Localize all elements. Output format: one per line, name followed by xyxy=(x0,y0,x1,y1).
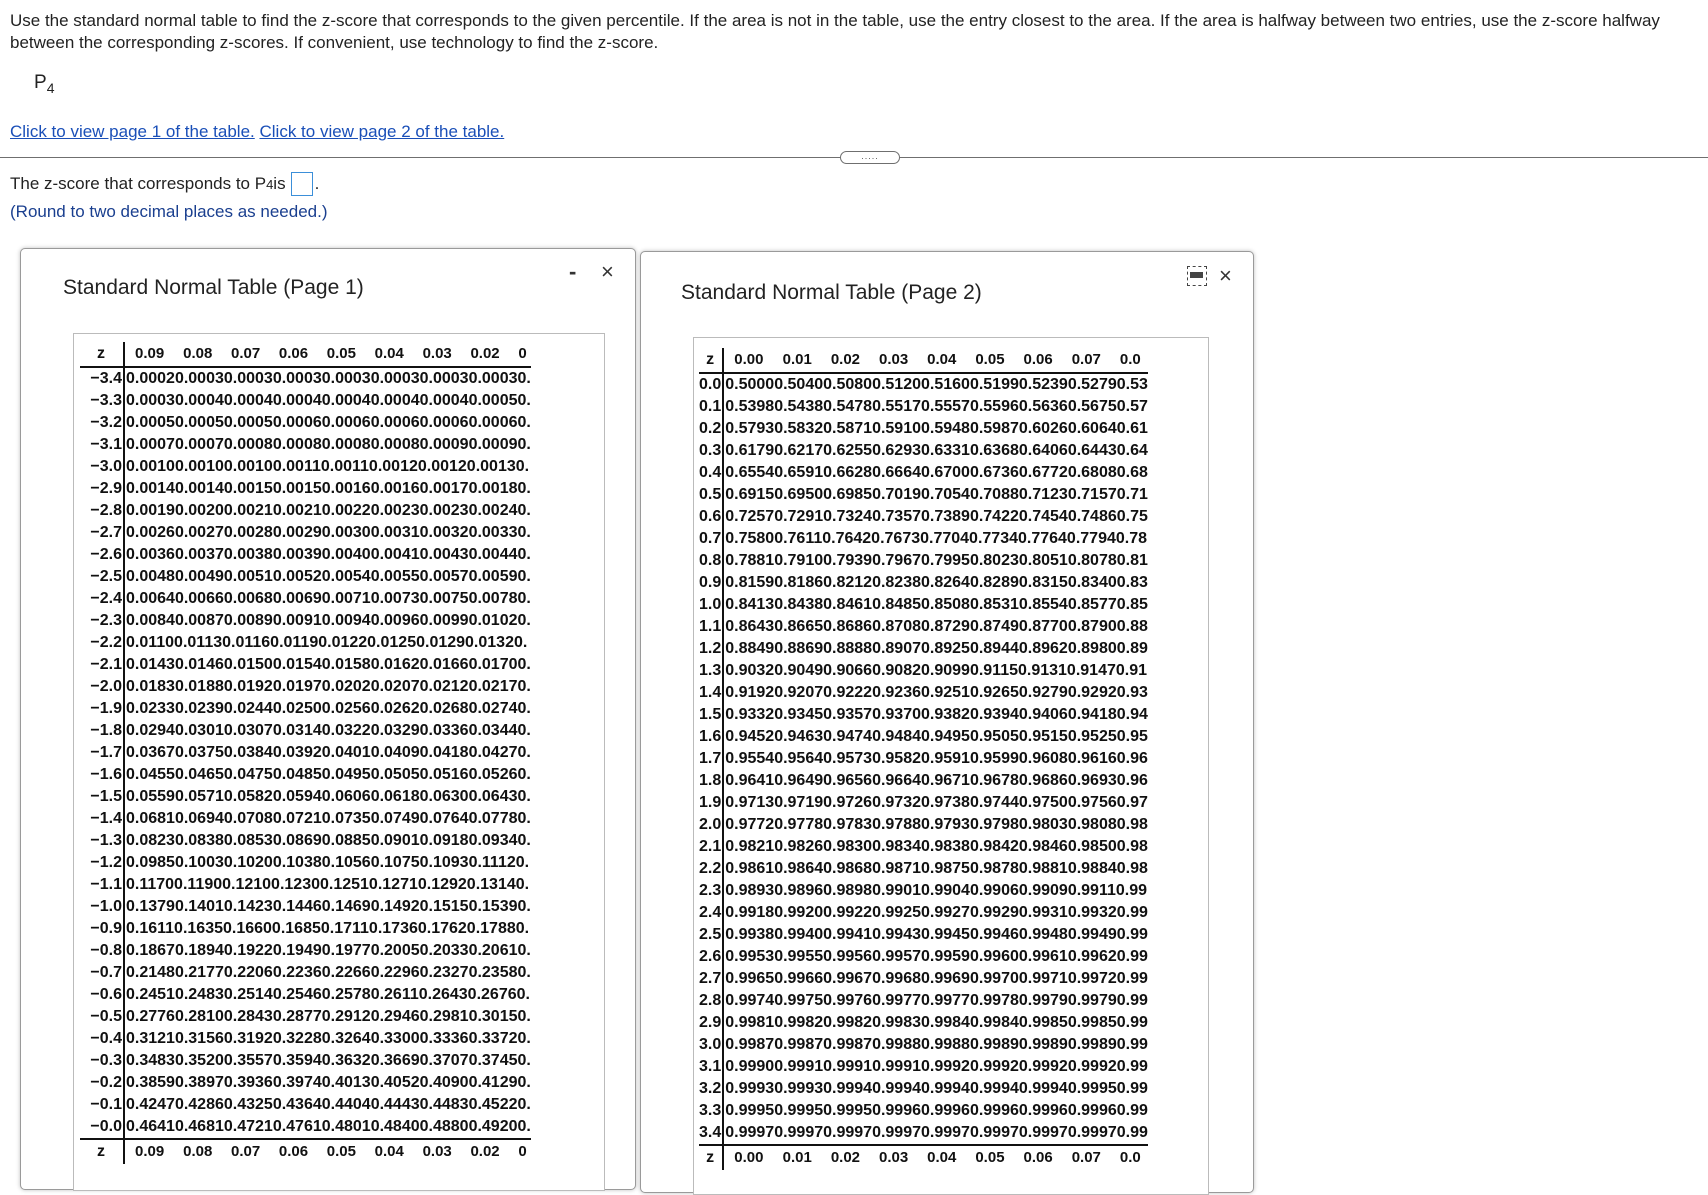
area-values-cell: 0.34830.35200.35570.35940.36320.36690.37070.37450. xyxy=(126,1052,531,1069)
column-header: 0.02 xyxy=(821,348,869,373)
table-row xyxy=(699,1078,1148,1100)
column-header: 0.02 xyxy=(821,1145,869,1170)
percentile-label xyxy=(34,72,54,96)
table-row xyxy=(80,478,531,500)
answer-prefix: The z-score that corresponds to P xyxy=(10,174,267,193)
minimize-icon[interactable]: - xyxy=(569,259,577,284)
column-header: 0.09 xyxy=(124,342,173,367)
table-row xyxy=(699,572,1148,594)
z-column-header: z xyxy=(80,342,124,367)
column-header: 0.08 xyxy=(173,342,221,367)
column-header: 0.0 xyxy=(1110,348,1148,373)
area-values-cell: 0.53980.54380.54780.55170.55570.55960.56360.56750.57 xyxy=(725,398,1148,415)
table-row xyxy=(80,1116,531,1139)
z-value-cell: −0.5 xyxy=(80,1006,124,1028)
table-row xyxy=(699,1056,1148,1078)
z-value-cell: −2.4 xyxy=(80,588,124,610)
table-row xyxy=(80,698,531,720)
column-header: 0.04 xyxy=(365,342,413,367)
area-values-cell: 0.00360.00370.00380.00390.00400.00410.00430.00440. xyxy=(126,546,531,563)
column-header: 0.06 xyxy=(269,342,317,367)
z-value-cell: 1.9 xyxy=(699,792,723,814)
area-values-cell: 0.75800.76110.76420.76730.77040.77340.77640.77940.78 xyxy=(725,530,1148,547)
column-header: 0.07 xyxy=(221,1139,269,1164)
z-value-cell: 3.2 xyxy=(699,1078,723,1100)
area-values-cell: 0.99740.99750.99760.99770.99770.99780.99790.99790.99 xyxy=(725,992,1148,1009)
z-value-cell: 1.6 xyxy=(699,726,723,748)
z-value-cell: 0.5 xyxy=(699,484,723,506)
z-value-cell: −0.1 xyxy=(80,1094,124,1116)
area-values-cell: 0.84130.84380.84610.84850.85080.85310.85540.85770.85 xyxy=(725,596,1148,613)
column-header: 0.09 xyxy=(124,1139,173,1164)
table-row xyxy=(80,1028,531,1050)
area-values-cell: 0.99970.99970.99970.99970.99970.99970.99970.99970.99 xyxy=(725,1124,1148,1141)
table-window-page2 xyxy=(640,251,1254,1193)
area-values-cell: 0.46410.46810.47210.47610.48010.48400.48800.49200. xyxy=(126,1118,531,1135)
table-row xyxy=(699,792,1148,814)
area-values-cell: 0.04550.04650.04750.04850.04950.05050.05160.05260. xyxy=(126,766,531,783)
table-row xyxy=(80,962,531,984)
z-value-cell: −0.6 xyxy=(80,984,124,1006)
column-header: 0.04 xyxy=(365,1139,413,1164)
table-row xyxy=(699,924,1148,946)
table-row xyxy=(80,940,531,962)
panel1-title: Standard Normal Table (Page 1) xyxy=(63,276,364,299)
area-values-cell: 0.13790.14010.14230.14460.14690.14920.15150.15390. xyxy=(126,898,531,915)
table2-header-row xyxy=(699,348,1148,373)
table-row xyxy=(699,1122,1148,1145)
table-row xyxy=(699,660,1148,682)
area-values-cell: 0.38590.38970.39360.39740.40130.40520.40900.41290. xyxy=(126,1074,531,1091)
z-value-cell: −1.4 xyxy=(80,808,124,830)
table1-viewport[interactable] xyxy=(73,333,605,1191)
area-values-cell: 0.00840.00870.00890.00910.00940.00960.00990.01020. xyxy=(126,612,531,629)
table-row xyxy=(699,1100,1148,1122)
z-value-cell: 1.4 xyxy=(699,682,723,704)
area-values-cell: 0.06810.06940.07080.07210.07350.07490.07640.07780. xyxy=(126,810,531,827)
table-row xyxy=(80,786,531,808)
table-row xyxy=(699,704,1148,726)
table-row xyxy=(80,808,531,830)
area-values-cell: 0.03670.03750.03840.03920.04010.04090.04180.04270. xyxy=(126,744,531,761)
area-values-cell: 0.99380.99400.99410.99430.99450.99460.99480.99490.99 xyxy=(725,926,1148,943)
area-values-cell: 0.98210.98260.98300.98340.98380.98420.98460.98500.98 xyxy=(725,838,1148,855)
table-row xyxy=(699,814,1148,836)
area-values-cell: 0.93320.93450.93570.93700.93820.93940.94060.94180.94 xyxy=(725,706,1148,723)
z-value-cell: −0.9 xyxy=(80,918,124,940)
z-value-cell: 0.6 xyxy=(699,506,723,528)
z-column-header: z xyxy=(699,348,723,373)
z-value-cell: −3.2 xyxy=(80,412,124,434)
area-values-cell: 0.00020.00030.00030.00030.00030.00030.00030.00030. xyxy=(126,370,531,387)
table-row xyxy=(80,830,531,852)
table-row xyxy=(80,918,531,940)
table-row xyxy=(699,1012,1148,1034)
area-values-cell: 0.99870.99870.99870.99880.99880.99890.99890.99890.99 xyxy=(725,1036,1148,1053)
z-value-cell: 2.3 xyxy=(699,880,723,902)
z-value-cell: 1.2 xyxy=(699,638,723,660)
table-row xyxy=(80,522,531,544)
area-values-cell: 0.90320.90490.90660.90820.90990.91150.91310.91470.91 xyxy=(725,662,1148,679)
table-row xyxy=(699,682,1148,704)
divider-expand-handle[interactable]: ..... xyxy=(840,151,900,164)
column-header: 0.0 xyxy=(1110,1145,1148,1170)
column-header: 0 xyxy=(508,342,531,367)
table-row xyxy=(80,500,531,522)
area-values-cell: 0.91920.92070.92220.92360.92510.92650.92790.92920.93 xyxy=(725,684,1148,701)
table-row xyxy=(80,456,531,478)
z-value-cell: 0.1 xyxy=(699,396,723,418)
area-values-cell: 0.98930.98960.98980.99010.99040.99060.99090.99110.99 xyxy=(725,882,1148,899)
table-row xyxy=(699,440,1148,462)
close-icon[interactable]: × xyxy=(1219,263,1232,288)
column-header: 0.03 xyxy=(413,1139,461,1164)
z-value-cell: −1.9 xyxy=(80,698,124,720)
view-table-page1-link[interactable]: Click to view page 1 of the table. xyxy=(10,122,255,141)
table-row xyxy=(80,676,531,698)
z-value-cell: 0.3 xyxy=(699,440,723,462)
area-values-cell: 0.99180.99200.99220.99250.99270.99290.99310.99320.99 xyxy=(725,904,1148,921)
z-value-cell: −1.3 xyxy=(80,830,124,852)
column-header: 0.00 xyxy=(723,348,772,373)
column-header: 0.02 xyxy=(460,342,508,367)
z-value-cell: 2.7 xyxy=(699,968,723,990)
table-row xyxy=(80,566,531,588)
area-values-cell: 0.42470.42860.43250.43640.44040.44430.44830.45220. xyxy=(126,1096,531,1113)
z-value-cell: 3.4 xyxy=(699,1122,723,1145)
area-values-cell: 0.94520.94630.94740.94840.94950.95050.95150.95250.95 xyxy=(725,728,1148,745)
column-header: 0.06 xyxy=(1014,348,1062,373)
table-row xyxy=(80,984,531,1006)
area-values-cell: 0.02330.02390.02440.02500.02560.02620.02680.02740. xyxy=(126,700,531,717)
z-column-header: z xyxy=(699,1145,723,1170)
z-value-cell: −1.2 xyxy=(80,852,124,874)
table-row xyxy=(699,462,1148,484)
area-values-cell: 0.00050.00050.00050.00060.00060.00060.00060.00060. xyxy=(126,414,531,431)
table-row xyxy=(699,506,1148,528)
z-value-cell: 2.0 xyxy=(699,814,723,836)
column-header: 0.06 xyxy=(1014,1145,1062,1170)
z-value-cell: 0.4 xyxy=(699,462,723,484)
table-row xyxy=(80,588,531,610)
question-instructions: Use the standard normal table to find the z-score that corresponds to the given percentile. If the area is not in the table, use the entry closest to the area. If the area is halfway between two entries, use the z-score halfway between the corresponding z-scores. If convenient, use technology to find the z-score. xyxy=(10,11,1660,52)
column-header: 0.08 xyxy=(173,1139,221,1164)
table-row xyxy=(80,1050,531,1072)
area-values-cell: 0.00480.00490.00510.00520.00540.00550.00570.00590. xyxy=(126,568,531,585)
z-value-cell: 1.1 xyxy=(699,616,723,638)
table-row xyxy=(699,616,1148,638)
table-row xyxy=(699,902,1148,924)
z-value-cell: −3.1 xyxy=(80,434,124,456)
view-table-page2-link[interactable]: Click to view page 2 of the table. xyxy=(259,122,505,141)
area-values-cell: 0.78810.79100.79390.79670.79950.80230.80510.80780.81 xyxy=(725,552,1148,569)
close-icon[interactable]: × xyxy=(601,259,614,284)
z-value-cell: 3.0 xyxy=(699,1034,723,1056)
table-row xyxy=(699,726,1148,748)
table-row xyxy=(80,434,531,456)
area-values-cell: 0.00100.00100.00100.00110.00110.00120.00120.00130. xyxy=(126,458,530,475)
z-value-cell: −0.7 xyxy=(80,962,124,984)
z-column-header: z xyxy=(80,1139,124,1164)
table-row xyxy=(80,412,531,434)
answer-suffix: . xyxy=(314,174,320,193)
panel2-title: Standard Normal Table (Page 2) xyxy=(681,281,982,304)
answer-subscript: 4 xyxy=(266,176,274,192)
z-value-cell: −3.0 xyxy=(80,456,124,478)
area-values-cell: 0.99930.99930.99940.99940.99940.99940.99940.99950.99 xyxy=(725,1080,1148,1097)
column-header: 0.02 xyxy=(460,1139,508,1164)
z-value-cell: −2.0 xyxy=(80,676,124,698)
z-value-cell: −3.3 xyxy=(80,390,124,412)
z-value-cell: −0.3 xyxy=(80,1050,124,1072)
z-value-cell: 1.7 xyxy=(699,748,723,770)
area-values-cell: 0.69150.69500.69850.70190.70540.70880.71230.71570.71 xyxy=(725,486,1148,503)
column-header: 0.01 xyxy=(773,348,821,373)
table-row xyxy=(699,638,1148,660)
column-header: 0.07 xyxy=(1062,348,1110,373)
area-values-cell: 0.99810.99820.99820.99830.99840.99840.99850.99850.99 xyxy=(725,1014,1148,1031)
column-header: 0.06 xyxy=(269,1139,317,1164)
table-row xyxy=(699,770,1148,792)
answer-mid: is xyxy=(273,174,286,193)
z-value-cell: −0.2 xyxy=(80,1072,124,1094)
area-values-cell: 0.57930.58320.58710.59100.59480.59870.60260.60640.61 xyxy=(725,420,1148,437)
z-value-cell: 2.9 xyxy=(699,1012,723,1034)
z-value-cell: −1.0 xyxy=(80,896,124,918)
table-row xyxy=(80,764,531,786)
area-values-cell: 0.00190.00200.00210.00210.00220.00230.00230.00240. xyxy=(126,502,531,519)
percentile-letter: P xyxy=(34,72,47,93)
table-row xyxy=(699,373,1148,396)
table-row xyxy=(699,946,1148,968)
area-values-cell: 0.08230.08380.08530.08690.08850.09010.09180.09340. xyxy=(126,832,531,849)
area-values-cell: 0.96410.96490.96560.96640.96710.96780.96860.96930.96 xyxy=(725,772,1148,789)
table-row xyxy=(80,654,531,676)
column-header: 0.03 xyxy=(869,1145,917,1170)
column-header: 0.05 xyxy=(317,1139,365,1164)
area-values-cell: 0.31210.31560.31920.32280.32640.33000.33360.33720. xyxy=(126,1030,531,1047)
area-values-cell: 0.72570.72910.73240.73570.73890.74220.74540.74860.75 xyxy=(725,508,1148,525)
table-window-page1 xyxy=(20,248,636,1190)
z-value-cell: −2.7 xyxy=(80,522,124,544)
area-values-cell: 0.61790.62170.62550.62930.63310.63680.64060.64430.64 xyxy=(725,442,1148,459)
z-value-cell: 2.6 xyxy=(699,946,723,968)
table2-footer-row xyxy=(699,1145,1148,1170)
table-row xyxy=(80,544,531,566)
area-values-cell: 0.02940.03010.03070.03140.03220.03290.03360.03440. xyxy=(126,722,531,739)
area-values-cell: 0.99650.99660.99670.99680.99690.99700.99710.99720.99 xyxy=(725,970,1148,987)
table-row xyxy=(699,990,1148,1012)
z-value-cell: −2.1 xyxy=(80,654,124,676)
column-header: 0.01 xyxy=(773,1145,821,1170)
area-values-cell: 0.97130.97190.97260.97320.97380.97440.97500.97560.97 xyxy=(725,794,1148,811)
column-header: 0.05 xyxy=(965,1145,1013,1170)
area-values-cell: 0.27760.28100.28430.28770.29120.29460.29810.30150. xyxy=(126,1008,531,1025)
table2-viewport[interactable] xyxy=(693,337,1209,1195)
table1-header-row xyxy=(80,342,531,367)
area-values-cell: 0.09850.10030.10200.10380.10560.10750.10930.11120. xyxy=(126,854,530,871)
z-value-cell: −2.3 xyxy=(80,610,124,632)
column-header: 0.04 xyxy=(917,348,965,373)
z-value-cell: 1.3 xyxy=(699,660,723,682)
area-values-cell: 0.18670.18940.19220.19490.19770.20050.20330.20610. xyxy=(126,942,531,959)
area-values-cell: 0.00640.00660.00680.00690.00710.00730.00750.00780. xyxy=(126,590,531,607)
column-header: 0.05 xyxy=(317,342,365,367)
table-row xyxy=(699,550,1148,572)
table-row xyxy=(80,742,531,764)
area-values-cell: 0.97720.97780.97830.97880.97930.97980.98030.98080.98 xyxy=(725,816,1148,833)
column-header: 0 xyxy=(508,1139,531,1164)
percentile-subscript: 4 xyxy=(46,79,55,96)
answer-input[interactable] xyxy=(291,172,313,196)
table-row xyxy=(80,610,531,632)
table-row xyxy=(699,880,1148,902)
area-values-cell: 0.05590.05710.05820.05940.06060.06180.06300.06430. xyxy=(126,788,531,805)
table-row xyxy=(699,418,1148,440)
z-value-cell: 0.7 xyxy=(699,528,723,550)
z-value-cell: −2.2 xyxy=(80,632,124,654)
table-row xyxy=(80,367,531,390)
area-values-cell: 0.01830.01880.01920.01970.02020.02070.02120.02170. xyxy=(126,678,531,695)
answer-line xyxy=(10,172,319,196)
area-values-cell: 0.11700.11900.12100.12300.12510.12710.12920.13140. xyxy=(126,876,530,893)
rounding-hint: (Round to two decimal places as needed.) xyxy=(10,202,328,221)
area-values-cell: 0.00260.00270.00280.00290.00300.00310.00320.00330. xyxy=(126,524,531,541)
z-value-cell: 2.2 xyxy=(699,858,723,880)
table-row xyxy=(80,896,531,918)
z-value-cell: −1.7 xyxy=(80,742,124,764)
column-header: 0.00 xyxy=(723,1145,772,1170)
z-value-cell: −1.1 xyxy=(80,874,124,896)
area-values-cell: 0.50000.50400.50800.51200.51600.51990.52390.52790.53 xyxy=(725,376,1148,393)
z-value-cell: −2.6 xyxy=(80,544,124,566)
z-value-cell: −2.8 xyxy=(80,500,124,522)
area-values-cell: 0.00140.00140.00150.00150.00160.00160.00170.00180. xyxy=(126,480,531,497)
z-value-cell: 1.5 xyxy=(699,704,723,726)
area-values-cell: 0.21480.21770.22060.22360.22660.22960.23270.23580. xyxy=(126,964,531,981)
table-row xyxy=(699,968,1148,990)
z-value-cell: 3.1 xyxy=(699,1056,723,1078)
area-values-cell: 0.81590.81860.82120.82380.82640.82890.83150.83400.83 xyxy=(725,574,1148,591)
table-row xyxy=(699,528,1148,550)
area-values-cell: 0.24510.24830.25140.25460.25780.26110.26430.26760. xyxy=(126,986,530,1003)
z-value-cell: 2.5 xyxy=(699,924,723,946)
table-row xyxy=(80,1006,531,1028)
z-value-cell: 3.3 xyxy=(699,1100,723,1122)
area-values-cell: 0.99530.99550.99560.99570.99590.99600.99610.99620.99 xyxy=(725,948,1148,965)
table-row xyxy=(699,748,1148,770)
area-values-cell: 0.01100.01130.01160.01190.01220.01250.01290.01320. xyxy=(126,634,528,651)
area-values-cell: 0.16110.16350.16600.16850.17110.17360.17620.17880. xyxy=(126,920,530,937)
z-table-page1 xyxy=(80,342,531,1164)
z-value-cell: −3.4 xyxy=(80,367,124,390)
column-header: 0.04 xyxy=(917,1145,965,1170)
area-values-cell: 0.95540.95640.95730.95820.95910.95990.96080.96160.96 xyxy=(725,750,1148,767)
column-header: 0.07 xyxy=(1062,1145,1110,1170)
z-value-cell: −0.0 xyxy=(80,1116,124,1139)
table-row xyxy=(80,1094,531,1116)
z-value-cell: −1.5 xyxy=(80,786,124,808)
table-row xyxy=(80,874,531,896)
z-value-cell: −0.4 xyxy=(80,1028,124,1050)
z-value-cell: −2.9 xyxy=(80,478,124,500)
table-row xyxy=(699,396,1148,418)
table-row xyxy=(80,720,531,742)
z-table-page2 xyxy=(699,348,1148,1170)
column-header: 0.05 xyxy=(965,348,1013,373)
z-value-cell: −0.8 xyxy=(80,940,124,962)
table1-footer-row xyxy=(80,1139,531,1164)
table-row xyxy=(80,852,531,874)
z-value-cell: 0.8 xyxy=(699,550,723,572)
z-value-cell: 2.8 xyxy=(699,990,723,1012)
area-values-cell: 0.00030.00040.00040.00040.00040.00040.00040.00050. xyxy=(126,392,531,409)
z-value-cell: 2.4 xyxy=(699,902,723,924)
area-values-cell: 0.00070.00070.00080.00080.00080.00080.00090.00090. xyxy=(126,436,531,453)
table-row xyxy=(699,1034,1148,1056)
z-value-cell: 0.9 xyxy=(699,572,723,594)
expand-icon[interactable] xyxy=(1187,266,1207,286)
z-value-cell: 2.1 xyxy=(699,836,723,858)
z-value-cell: −1.8 xyxy=(80,720,124,742)
z-value-cell: 0.0 xyxy=(699,373,723,396)
area-values-cell: 0.65540.65910.66280.66640.67000.67360.67720.68080.68 xyxy=(725,464,1148,481)
table-row xyxy=(80,1072,531,1094)
area-values-cell: 0.01430.01460.01500.01540.01580.01620.01660.01700. xyxy=(126,656,531,673)
area-values-cell: 0.88490.88690.88880.89070.89250.89440.89620.89800.89 xyxy=(725,640,1148,657)
z-value-cell: −1.6 xyxy=(80,764,124,786)
table-row xyxy=(699,484,1148,506)
z-value-cell: −2.5 xyxy=(80,566,124,588)
area-values-cell: 0.86430.86650.86860.87080.87290.87490.87700.87900.88 xyxy=(725,618,1148,635)
table-row xyxy=(80,632,531,654)
table-row xyxy=(699,836,1148,858)
area-values-cell: 0.99900.99910.99910.99910.99920.99920.99920.99920.99 xyxy=(725,1058,1148,1075)
z-value-cell: 1.0 xyxy=(699,594,723,616)
z-value-cell: 0.2 xyxy=(699,418,723,440)
column-header: 0.03 xyxy=(413,342,461,367)
table-links xyxy=(10,122,504,142)
column-header: 0.03 xyxy=(869,348,917,373)
table-row xyxy=(699,858,1148,880)
area-values-cell: 0.99950.99950.99950.99960.99960.99960.99960.99960.99 xyxy=(725,1102,1148,1119)
table-row xyxy=(80,390,531,412)
column-header: 0.07 xyxy=(221,342,269,367)
area-values-cell: 0.98610.98640.98680.98710.98750.98780.98810.98840.98 xyxy=(725,860,1148,877)
table-row xyxy=(699,594,1148,616)
z-value-cell: 1.8 xyxy=(699,770,723,792)
